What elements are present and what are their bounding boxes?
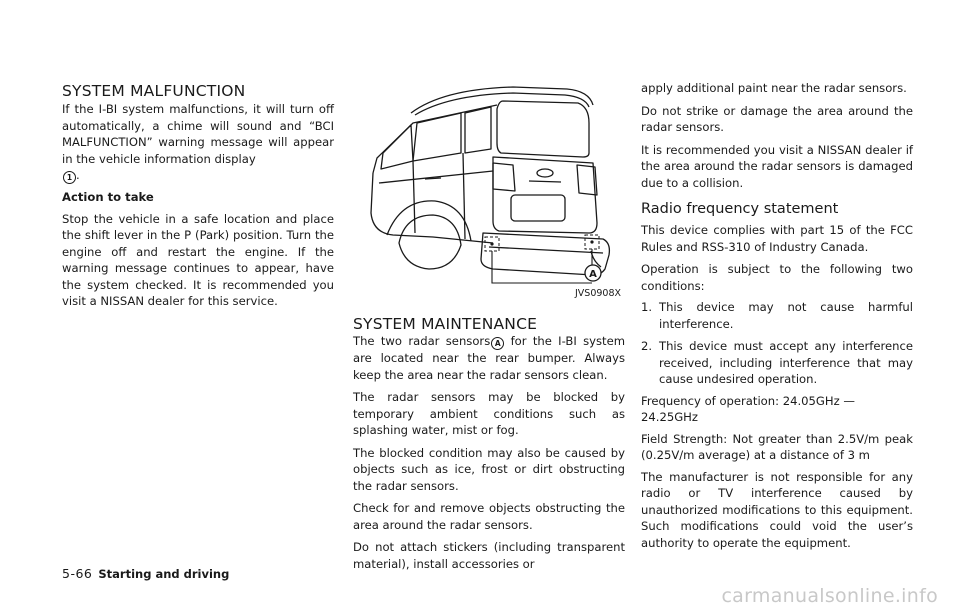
marker-a: A [491, 337, 504, 350]
radio-p4: Field Strength: Not greater than 2.5V/m peak (0.25V/m average) at a distance of 3 m [641, 431, 913, 462]
watermark: carmanualsonline.info [721, 585, 938, 607]
callout-a-label: A [589, 269, 597, 280]
page-number: 5-66 [62, 566, 93, 581]
maintenance-p1-end: for the I-BI system are located near the rear bumper. Always keep the area near the radar sensors clean. [353, 334, 625, 382]
figure-code: JVS0908X [574, 288, 621, 299]
maintenance-p5-cont: apply additional paint near the radar sensors. [641, 81, 907, 95]
radio-p1: This device complies with part 15 of the FCC Rules and RSS-310 of Industry Canada. [641, 223, 913, 254]
maintenance-p3: The blocked condition may also be caused by objects such as ice, frost or dirt obstructing the radar sensors. [353, 445, 625, 493]
malfunction-text-body: If the I-BI system malfunctions, it will turn off automatically, a chime will sound and “BCI MALFUNCTION” warning message will appear in the vehicle information display [62, 102, 334, 166]
page-footer [62, 566, 229, 581]
maintenance-p6: Do not strike or damage the area around the radar sensors. [641, 103, 913, 134]
list-item-number: 2. [641, 339, 653, 353]
maintenance-p7: It is recommended you visit a NISSAN dealer if the area around the radar sensors is damaged due to a collision. [641, 142, 913, 190]
conditions-list [641, 299, 913, 388]
section-title: Starting and driving [98, 567, 230, 581]
system-maintenance-heading: SYSTEM MAINTENANCE [353, 315, 538, 333]
action-text: Stop the vehicle in a safe location and place the shift lever in the P (Park) position. Turn the engine off and restart the engine. If the warning message continues to appear, have the system checked. It is recommended you visit a NISSAN dealer for this service. [62, 211, 334, 308]
malfunction-text: If the I-BI system malfunctions, it will turn off automatically, a chime will sound and “BCI MALFUNCTION” warning message will appear in the vehicle information display 1 . [62, 102, 334, 182]
maintenance-p1 [353, 333, 625, 383]
rear-suv-drawing [353, 83, 625, 305]
list-item-text: This device may not cause harmful interference. [659, 300, 913, 331]
radio-p2: Operation is subject to the following two conditions: [641, 262, 913, 293]
system-malfunction-heading: SYSTEM MALFUNCTION [62, 82, 246, 100]
maintenance-p1-start: The two radar sensors [353, 334, 491, 348]
maintenance-p2: The radar sensors may be blocked by temporary ambient conditions such as splashing water, mist or fog. [353, 390, 625, 437]
list-item-text: This device must accept any interference received, including interference that may cause undesired operation. [659, 339, 913, 386]
marker-1: 1 [63, 171, 76, 184]
radio-p5: The manufacturer is not responsible for any radio or TV interference caused by unauthorized modifications to this equipment. Such modifications could void the user’s authority to operate the equipment. [641, 469, 913, 550]
list-item [641, 299, 913, 332]
maintenance-p4: Check for and remove objects obstructing the area around the radar sensors. [353, 501, 625, 532]
vehicle-illustration [353, 83, 625, 305]
maintenance-p5: Do not attach stickers (including transparent material), install accessories or [353, 540, 625, 571]
action-heading: Action to take [62, 190, 154, 204]
radio-frequency-heading: Radio frequency statement [641, 201, 839, 217]
list-item [641, 338, 913, 388]
radio-p3: Frequency of operation: 24.05GHz — 24.25GHz [641, 393, 855, 424]
list-item-number: 1. [641, 300, 653, 314]
